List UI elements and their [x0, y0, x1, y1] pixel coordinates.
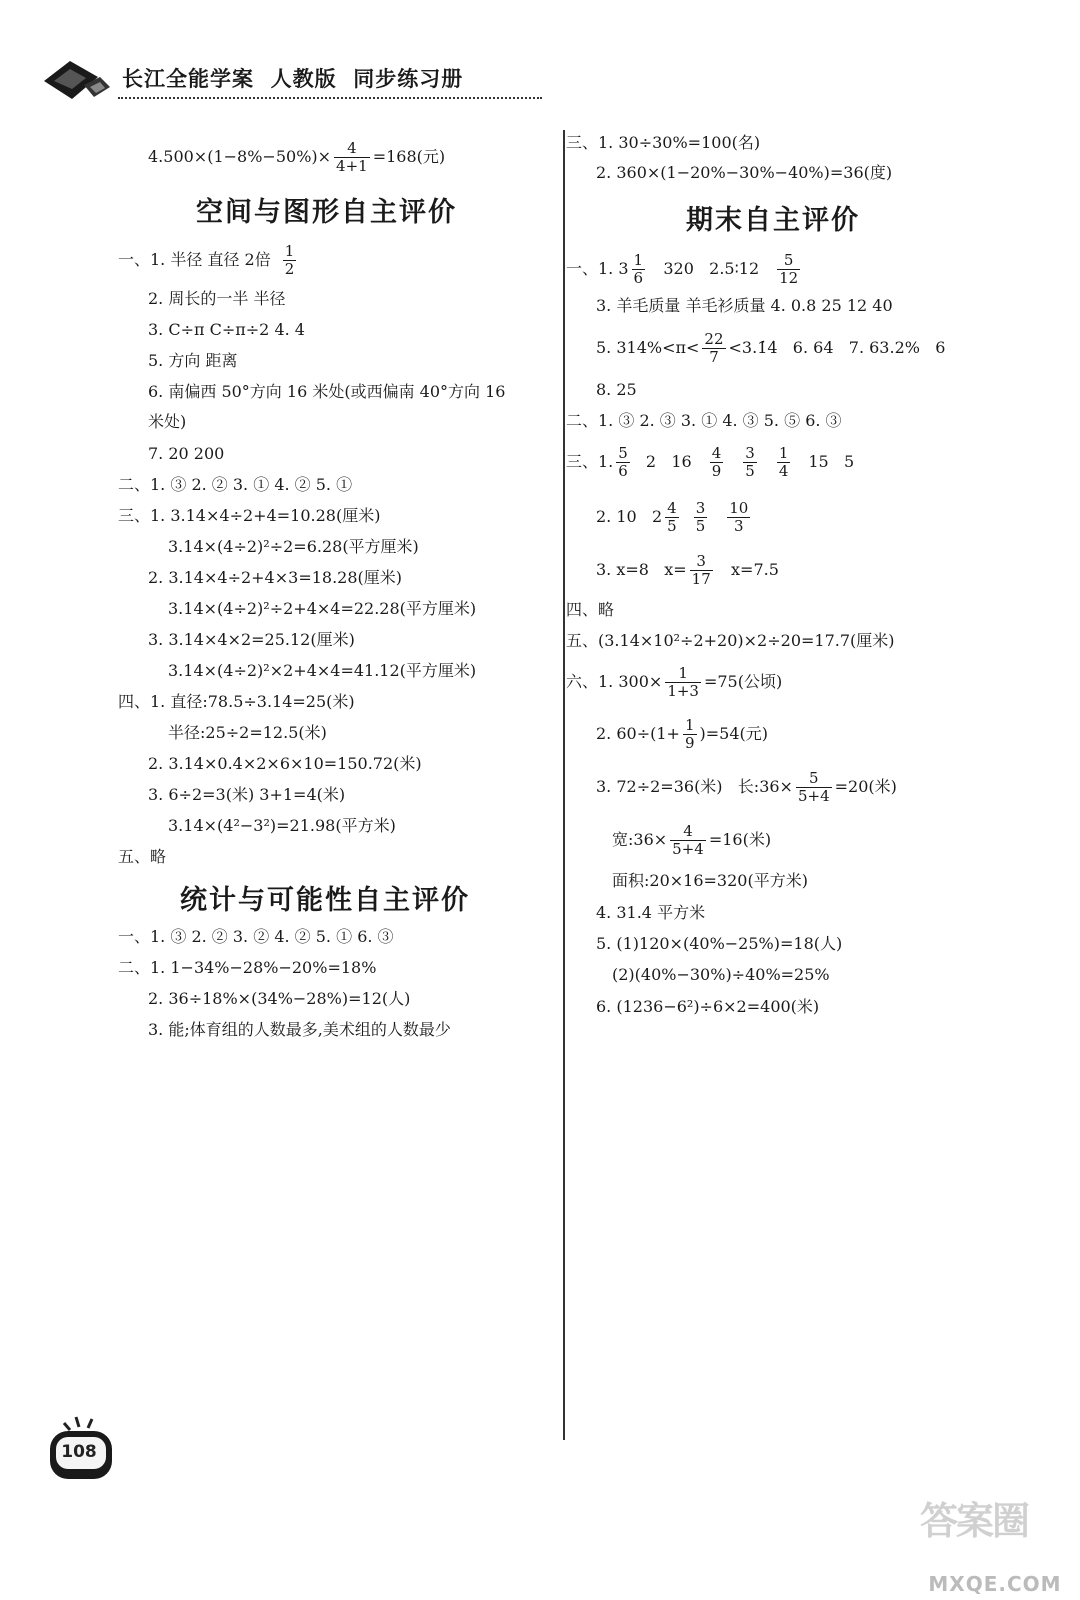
denominator: 5 — [745, 462, 755, 480]
watermark-logo: 答案圈 — [920, 1499, 1029, 1543]
answer-line — [596, 717, 768, 752]
numerator: 22 — [704, 330, 724, 348]
answer-line: 四、1. 直径:78.5÷3.14=25(米) — [118, 692, 355, 711]
answer-line: 3. 羊毛质量 羊毛衫质量 4. 0.8 25 12 40 — [596, 296, 893, 315]
numerator: 1 — [633, 251, 644, 269]
line-text: 六、1. 300× — [566, 672, 663, 691]
fraction — [702, 331, 725, 366]
denominator: 9 — [711, 462, 722, 480]
numerator: 5 — [618, 444, 628, 462]
watermark — [920, 1490, 1070, 1600]
line-text: 320 2.5∶12 — [648, 259, 760, 278]
denominator: 2 — [284, 260, 295, 278]
numerator: 5 — [796, 770, 832, 788]
answer-line — [596, 770, 897, 805]
fraction — [743, 445, 757, 480]
numerator: 3 — [745, 444, 755, 462]
answer-line: 三、1. 3.14×4÷2+4=10.28(厘米) — [118, 506, 381, 525]
answer-line: 8. 25 — [596, 380, 637, 399]
denominator: 5+4 — [797, 787, 830, 805]
header-title: 长江全能学案 人教版 同步练习册 — [122, 67, 464, 91]
numerator: 4 — [711, 444, 722, 462]
answer-line: 二、1. ③ 2. ③ 3. ① 4. ③ 5. ⑤ 6. ③ — [566, 411, 842, 430]
answer-line: 2. 周长的一半 半径 — [148, 289, 286, 308]
answer-line: 三、1. 30÷30%=100(名) — [566, 133, 761, 152]
numerator: 1 — [284, 242, 295, 260]
answer-line: 7. 20 200 — [148, 444, 225, 463]
answer-line: 3. C÷π C÷π÷2 4. 4 — [148, 320, 305, 339]
fraction — [616, 445, 630, 480]
denominator: 17 — [691, 570, 711, 588]
line-text: 15 5 — [808, 452, 855, 471]
fraction — [694, 500, 708, 535]
line-text: 3. x=8 x= — [596, 560, 687, 579]
denominator: 4 — [778, 462, 789, 480]
denominator: 5 — [695, 517, 706, 535]
line-text: 2. 10 2 — [596, 507, 663, 526]
answer-line — [148, 140, 445, 175]
denominator: 6 — [633, 269, 644, 287]
fraction — [334, 140, 370, 175]
answer-line: 半径:25÷2=12.5(米) — [168, 723, 327, 742]
answer-line: 6. (1236−6²)÷6×2=400(米) — [596, 997, 820, 1016]
answer-line: 2. 3.14×4÷2+4×3=18.28(厘米) — [148, 568, 403, 587]
answer-line: 5. (1)120×(40%−25%)=18(人) — [596, 934, 843, 953]
fraction — [665, 500, 679, 535]
denominator: 4+1 — [336, 157, 368, 175]
denominator: 5+4 — [672, 840, 704, 858]
answer-line: 3. 能;体育组的人数最多,美术组的人数最少 — [148, 1020, 451, 1039]
answer-line: 2. 360×(1−20%−30%−40%)=36(度) — [596, 163, 893, 182]
numerator: 4 — [670, 823, 706, 841]
fraction — [283, 243, 297, 278]
answer-line: 2. 36÷18%×(34%−28%)=12(人) — [148, 989, 411, 1008]
numerator: 10 — [729, 499, 749, 517]
answer-line: 五、(3.14×10²÷2+20)×2÷20=17.7(厘米) — [566, 631, 895, 650]
answer-line: 3.14×(4²−3²)=21.98(平方米) — [168, 816, 396, 835]
answer-line: 五、略 — [118, 847, 167, 866]
denominator: 1+3 — [667, 682, 699, 700]
line-text: <3.1̇4̇ 6. 64 7. 63.2% 6 — [728, 338, 946, 357]
fraction — [632, 252, 646, 287]
page-header — [40, 55, 510, 105]
line-text: 宽:36× — [612, 830, 668, 849]
answer-line: 面积:20×16=320(平方米) — [612, 871, 808, 890]
fraction — [683, 717, 697, 752]
answer-line: 3.14×(4÷2)²÷2=6.28(平方厘米) — [168, 537, 419, 556]
answer-line: 3.14×(4÷2)²×2+4×4=41.12(平方厘米) — [168, 661, 477, 680]
line-text: =20(米) — [834, 777, 897, 796]
book-logo-icon — [40, 55, 112, 105]
answer-line — [596, 500, 758, 535]
numerator: 1 — [778, 444, 789, 462]
numerator: 1 — [684, 716, 695, 734]
answer-line: 2. 3.14×0.4×2×6×10=150.72(米) — [148, 754, 422, 773]
fraction — [727, 500, 750, 535]
answer-line — [118, 243, 299, 278]
line-text: =16(米) — [708, 830, 772, 849]
fraction — [665, 665, 701, 700]
numerator: 1 — [665, 665, 701, 683]
answer-line: 四、略 — [566, 600, 615, 619]
answer-line — [566, 665, 782, 700]
answer-line: 3.14×(4÷2)²÷2+4×4=22.28(平方厘米) — [168, 599, 477, 618]
section-title: 统计与可能性自主评价 — [180, 885, 470, 916]
answer-line: (2)(40%−30%)÷40%=25% — [612, 965, 830, 984]
line-text: 一、1. 半径 直径 2倍 — [118, 250, 271, 269]
answer-line — [566, 445, 854, 480]
answer-line: 4. 31.4 平方米 — [596, 903, 706, 922]
answer-line — [596, 331, 945, 366]
section-title: 期末自主评价 — [686, 205, 860, 236]
page-number: 108 — [61, 1442, 97, 1462]
numerator: 5 — [777, 252, 800, 270]
line-text: 一、1. 3 — [566, 259, 629, 278]
answer-line — [566, 252, 803, 287]
numerator: 3 — [690, 553, 713, 571]
fraction — [670, 823, 706, 858]
answer-line — [612, 823, 771, 858]
denominator: 6 — [618, 462, 628, 480]
numerator: 4 — [667, 499, 677, 517]
denominator: 12 — [779, 269, 799, 287]
line-text: 2 16 — [645, 452, 692, 471]
denominator: 3 — [734, 517, 744, 535]
fraction — [796, 770, 832, 805]
line-text: =168(元) — [372, 147, 446, 166]
numerator: 4 — [334, 140, 370, 158]
section-title: 空间与图形自主评价 — [196, 197, 457, 228]
line-text: 2. 60÷(1+ — [596, 724, 680, 743]
answer-line: 6. 南偏西 50°方向 16 米处(或西偏南 40°方向 16 — [148, 382, 506, 401]
fraction — [777, 252, 800, 287]
answer-line: 一、1. ③ 2. ② 3. ② 4. ② 5. ① 6. ③ — [118, 927, 394, 946]
answer-line: 米处) — [148, 412, 187, 431]
page-number-badge — [46, 1415, 116, 1485]
line-text: 4.500×(1−8%−50%)× — [148, 147, 332, 166]
answer-line: 3. 6÷2=3(米) 3+1=4(米) — [148, 785, 346, 804]
line-text: 5. 314%<π< — [596, 338, 700, 357]
answer-line — [596, 553, 779, 588]
line-text: )=54(元) — [699, 724, 768, 743]
answer-line: 5. 方向 距离 — [148, 351, 238, 370]
line-text: 三、1. — [566, 452, 614, 471]
line-text: =75(公顷) — [703, 672, 783, 691]
answer-line: 二、1. 1−34%−28%−20%=18% — [118, 958, 377, 977]
numerator: 3 — [695, 499, 706, 517]
answer-line: 二、1. ③ 2. ② 3. ① 4. ② 5. ① — [118, 475, 353, 494]
fraction — [710, 445, 724, 480]
fraction — [777, 445, 791, 480]
denominator: 7 — [709, 348, 719, 366]
line-text: 3. 72÷2=36(米) 长:36× — [596, 777, 793, 796]
answer-line: 3. 3.14×4×2=25.12(厘米) — [148, 630, 355, 649]
denominator: 9 — [684, 734, 695, 752]
line-text: x=7.5 — [715, 560, 779, 579]
header-dotted-rule — [118, 97, 542, 99]
watermark-text: MXQE.COM — [928, 1572, 1062, 1596]
column-divider — [563, 130, 565, 1440]
denominator: 5 — [667, 517, 677, 535]
fraction — [690, 553, 713, 588]
